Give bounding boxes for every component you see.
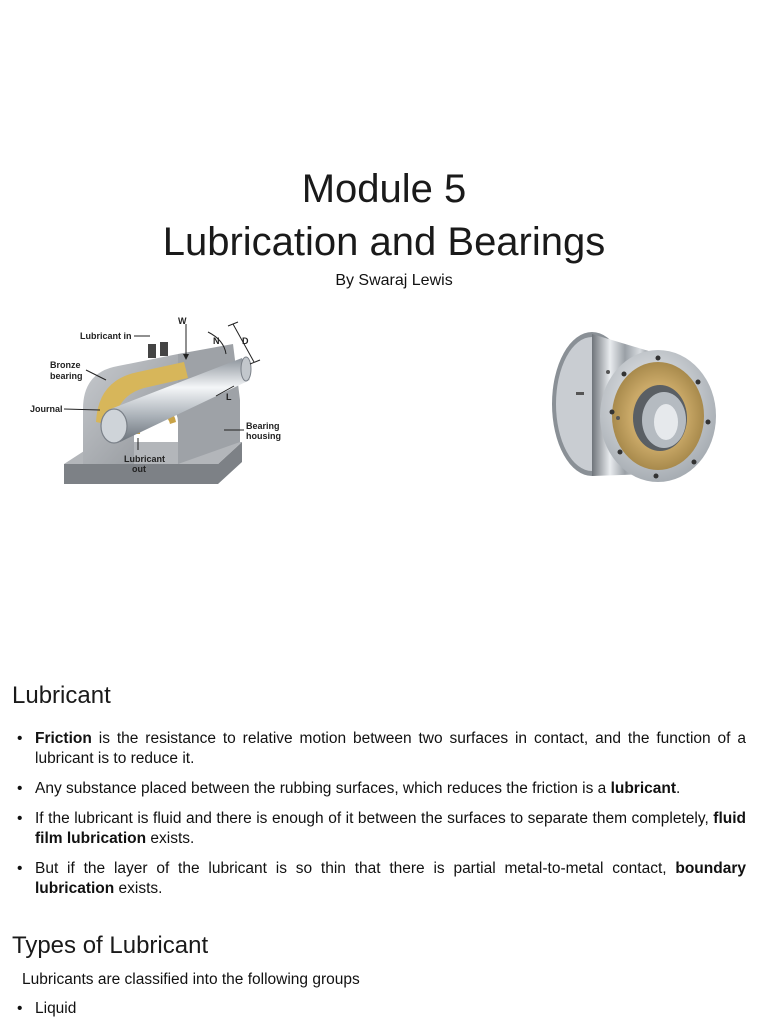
bullet-text: But if the layer of the lubricant is so thin that there is partial metal-to-metal contact,: [35, 860, 676, 877]
bullet-item: [17, 779, 746, 799]
label-bearing: bearing: [50, 371, 83, 381]
bullet-bold-term: boundary lubrication: [35, 860, 746, 897]
slide-title-line-2: Lubrication and Bearings: [162, 220, 606, 264]
bullet-item: [17, 999, 746, 1019]
bearing-photo: [548, 322, 716, 490]
label-l: L: [226, 392, 232, 402]
author-line: By Swaraj Lewis: [335, 272, 453, 289]
slide-title-line-1: Module 5: [301, 167, 467, 211]
bullet-item: [17, 729, 746, 769]
label-d: D: [242, 336, 249, 346]
bullet-text: Any substance placed between the rubbing surfaces, which reduces the friction is a: [35, 780, 611, 797]
label-bronze: Bronze: [50, 360, 81, 370]
bullet-text: exists.: [114, 880, 163, 897]
label-lubricant-out-2: out: [132, 464, 146, 474]
label-bearing-housing-1: Bearing: [246, 421, 280, 431]
bullet-item: [17, 809, 746, 849]
types-intro-text: Lubricants are classified into the following groups: [22, 971, 360, 988]
types-bullet-list: [17, 999, 746, 1029]
bullet-text: exists.: [146, 830, 195, 847]
journal-bearing-diagram: [28, 314, 288, 490]
label-w: W: [178, 316, 187, 326]
content-slide: [0, 655, 768, 1024]
bullet-text: Liquid: [35, 1000, 77, 1017]
bullet-bold-term: fluid film lubrication: [35, 810, 746, 847]
label-journal: Journal: [30, 404, 63, 414]
bullet-text: .: [676, 780, 681, 797]
bullet-item: [17, 859, 746, 899]
label-lubricant-out-1: Lubricant: [124, 454, 166, 464]
bullet-text: is the resistance to relative motion between two surfaces in contact, and the function of a lubricant is to reduce it.: [35, 730, 746, 767]
label-lubricant-in: Lubricant in: [80, 331, 132, 341]
bullet-text: If the lubricant is fluid and there is enough of it between the surfaces to separate them completely,: [35, 810, 714, 827]
label-bearing-housing-2: housing: [246, 431, 281, 441]
lubricant-bullet-list: [17, 729, 746, 909]
section-heading-lubricant: Lubricant: [12, 682, 111, 709]
section-heading-types: Types of Lubricant: [12, 932, 209, 959]
bullet-bold-term: Friction: [35, 730, 92, 747]
label-n: N: [213, 336, 220, 346]
bullet-bold-term: lubricant: [610, 780, 677, 797]
